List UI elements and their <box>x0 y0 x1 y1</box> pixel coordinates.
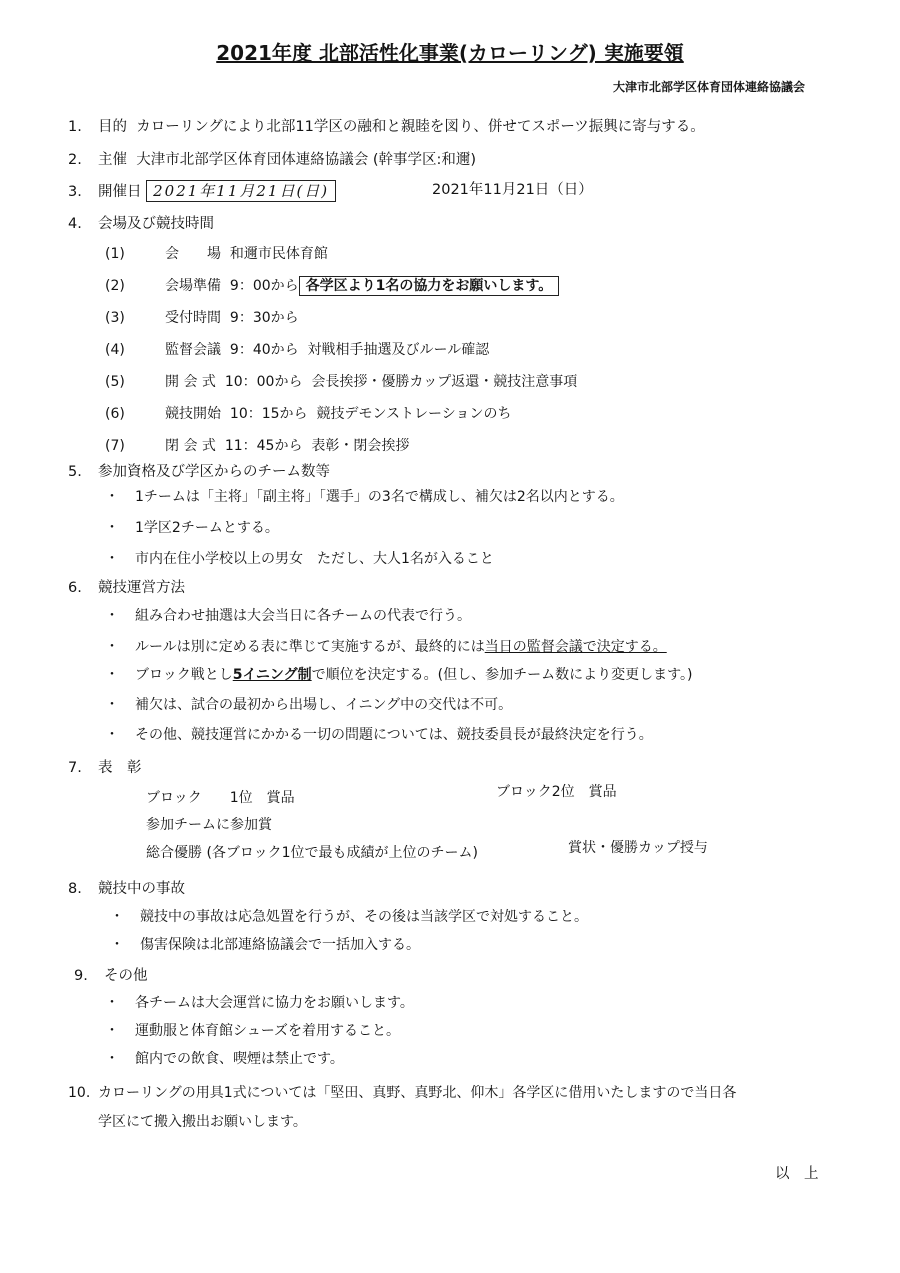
item-label: 会場準備 <box>165 278 221 294</box>
item-number: (2) <box>105 278 125 294</box>
bullet-text: 運動服と体育館シューズを着用すること。 <box>135 1023 401 1039</box>
item-desc: 和邇市民体育館 <box>229 246 328 262</box>
item-label: 会 場 <box>165 246 221 262</box>
section-eligibility <box>68 460 330 481</box>
bullet: ・ <box>105 667 119 683</box>
section-number: 9. <box>74 968 88 984</box>
section-label: 競技中の事故 <box>98 881 185 897</box>
item-time: 11：45から <box>224 438 303 454</box>
bullet: ・ <box>105 520 119 536</box>
item-time: 10：00から <box>224 374 303 390</box>
list-item <box>105 724 653 744</box>
schedule-item <box>105 243 328 263</box>
section-label: 参加資格及び学区からのチーム数等 <box>98 464 330 480</box>
section-purpose <box>68 115 705 136</box>
bullet-text: 1チームは「主将」「副主将」「選手」の3名で構成し、補欠は2名以内とする。 <box>135 489 624 505</box>
section-awards <box>68 756 142 777</box>
list-item <box>105 992 414 1012</box>
item-number: (7) <box>105 438 125 454</box>
typed-date: 2021年11月21日（日） <box>432 182 593 198</box>
underlined-text: 5イニング制 <box>232 667 312 683</box>
handwritten-date-box: 2021年11月21日(日) <box>146 180 336 202</box>
list-item <box>105 548 494 568</box>
section-label: 目的 <box>98 119 127 135</box>
section-host <box>68 148 476 169</box>
list-item <box>105 517 279 537</box>
bullet: ・ <box>105 639 119 655</box>
item-desc: 会長挨拶・優勝カップ返還・競技注意事項 <box>311 374 578 390</box>
award-participation: 参加チームに参加賞 <box>146 817 272 833</box>
section-number: 4. <box>68 216 82 232</box>
bullet: ・ <box>105 551 119 567</box>
item-label: 開 会 式 <box>165 374 216 390</box>
item-number: (4) <box>105 342 125 358</box>
bullet: ・ <box>110 909 124 925</box>
bullet-text: 組み合わせ抽選は大会当日に各チームの代表で行う。 <box>135 608 471 624</box>
item-number: (5) <box>105 374 125 390</box>
section-date <box>68 180 336 201</box>
section-label: 表 彰 <box>98 760 142 776</box>
section-number: 3. <box>68 184 82 200</box>
section-text: カローリングの用具1式については「堅田、真野、真野北、仰木」各学区に借用いたしますので当日各 <box>98 1085 737 1101</box>
bullet: ・ <box>105 608 119 624</box>
list-item <box>105 694 512 714</box>
section-label: 競技運営方法 <box>98 580 185 596</box>
section-number: 1. <box>68 119 82 135</box>
bullet-text: ルールは別に定める表に準じて実施するが、最終的には <box>135 639 485 655</box>
section-number: 2. <box>68 152 82 168</box>
item-desc: 対戦相手抽選及びルール確認 <box>307 342 490 358</box>
section-number: 6. <box>68 580 82 596</box>
schedule-item <box>105 403 511 423</box>
bullet: ・ <box>105 1023 119 1039</box>
item-time: 9：30から <box>229 310 299 326</box>
award-block1: ブロック 1位 賞品 <box>146 790 295 806</box>
section-label: 主催 <box>98 152 127 168</box>
schedule-item <box>105 371 577 391</box>
item-label: 競技開始 <box>165 406 221 422</box>
schedule-item <box>105 275 559 295</box>
list-item <box>110 934 420 954</box>
bullet: ・ <box>105 697 119 713</box>
item-label: 監督会議 <box>165 342 221 358</box>
award-block2: ブロック2位 賞品 <box>496 784 617 800</box>
item-label: 受付時間 <box>165 310 221 326</box>
section-number: 8. <box>68 881 82 897</box>
item-number: (3) <box>105 310 125 326</box>
section-text: カローリングにより北部11学区の融和と親睦を図り、併せてスポーツ振興に寄与する。 <box>136 119 705 135</box>
bullet: ・ <box>105 727 119 743</box>
bullet: ・ <box>110 937 124 953</box>
item-time: 9：00から <box>229 278 299 294</box>
bullet-text: ブロック戦とし <box>135 667 233 683</box>
award-overall: 総合優勝 (各ブロック1位で最も成績が上位のチーム) <box>146 845 478 861</box>
item-number: (1) <box>105 246 125 262</box>
list-item <box>105 636 667 656</box>
closing-mark: 以 上 <box>775 1166 819 1182</box>
section-number: 7. <box>68 760 82 776</box>
section-operation <box>68 576 185 597</box>
list-item <box>105 605 471 625</box>
section-label: 会場及び競技時間 <box>98 216 214 232</box>
bullet-text: その他、競技運営にかかる一切の問題については、競技委員長が最終決定を行う。 <box>135 727 653 743</box>
list-item <box>105 664 692 684</box>
schedule-item <box>105 435 409 455</box>
item-label: 閉 会 式 <box>165 438 216 454</box>
list-item <box>105 1020 400 1040</box>
section-equipment-line2: 学区にて搬入搬出お願いします。 <box>98 1114 307 1130</box>
item-desc: 競技デモンストレーションのち <box>316 406 512 422</box>
section-venue <box>68 212 214 233</box>
bullet-text: 各チームは大会運営に協力をお願いします。 <box>135 995 414 1011</box>
section-number: 10. <box>68 1085 91 1101</box>
bullet-text: 傷害保険は北部連絡協議会で一括加入する。 <box>140 937 420 953</box>
bullet: ・ <box>105 995 119 1011</box>
schedule-item <box>105 339 489 359</box>
bullet: ・ <box>105 1051 119 1067</box>
organization-name: 大津市北部学区体育団体連絡協議会 <box>612 80 805 94</box>
list-item <box>105 1048 344 1068</box>
list-item <box>110 906 588 926</box>
list-item <box>105 486 624 506</box>
section-label: 開催日 <box>98 184 142 200</box>
section-label: その他 <box>104 968 148 984</box>
section-number: 5. <box>68 464 82 480</box>
item-desc: 表彰・閉会挨拶 <box>311 438 410 454</box>
section-other <box>74 964 148 985</box>
bullet-text: 補欠は、試合の最初から出場し、イニング中の交代は不可。 <box>135 697 513 713</box>
underlined-text: 当日の監督会議で決定する。 <box>484 639 667 655</box>
bullet: ・ <box>105 489 119 505</box>
item-time: 10：15から <box>229 406 308 422</box>
schedule-item <box>105 307 299 327</box>
bullet-text: 1学区2チームとする。 <box>135 520 279 536</box>
item-desc-boxed: 各学区より1名の協力をお願いします。 <box>299 276 560 296</box>
page-title: 2021年度 北部活性化事業(カローリング) 実施要領 <box>216 41 684 65</box>
bullet-text: で順位を決定する。(但し、参加チーム数により変更します。) <box>311 667 693 683</box>
bullet-text: 館内での飲食、喫煙は禁止です。 <box>135 1051 344 1067</box>
section-text: 大津市北部学区体育団体連絡協議会 (幹事学区:和邇) <box>136 152 477 168</box>
bullet-text: 競技中の事故は応急処置を行うが、その後は当該学区で対処すること。 <box>140 909 588 925</box>
bullet-text: 市内在住小学校以上の男女 ただし、大人1名が入ること <box>135 551 494 567</box>
award-overall-prize: 賞状・優勝カップ授与 <box>568 840 708 856</box>
section-equipment <box>68 1082 736 1102</box>
section-accident <box>68 877 185 898</box>
item-time: 9：40から <box>229 342 299 358</box>
item-number: (6) <box>105 406 125 422</box>
